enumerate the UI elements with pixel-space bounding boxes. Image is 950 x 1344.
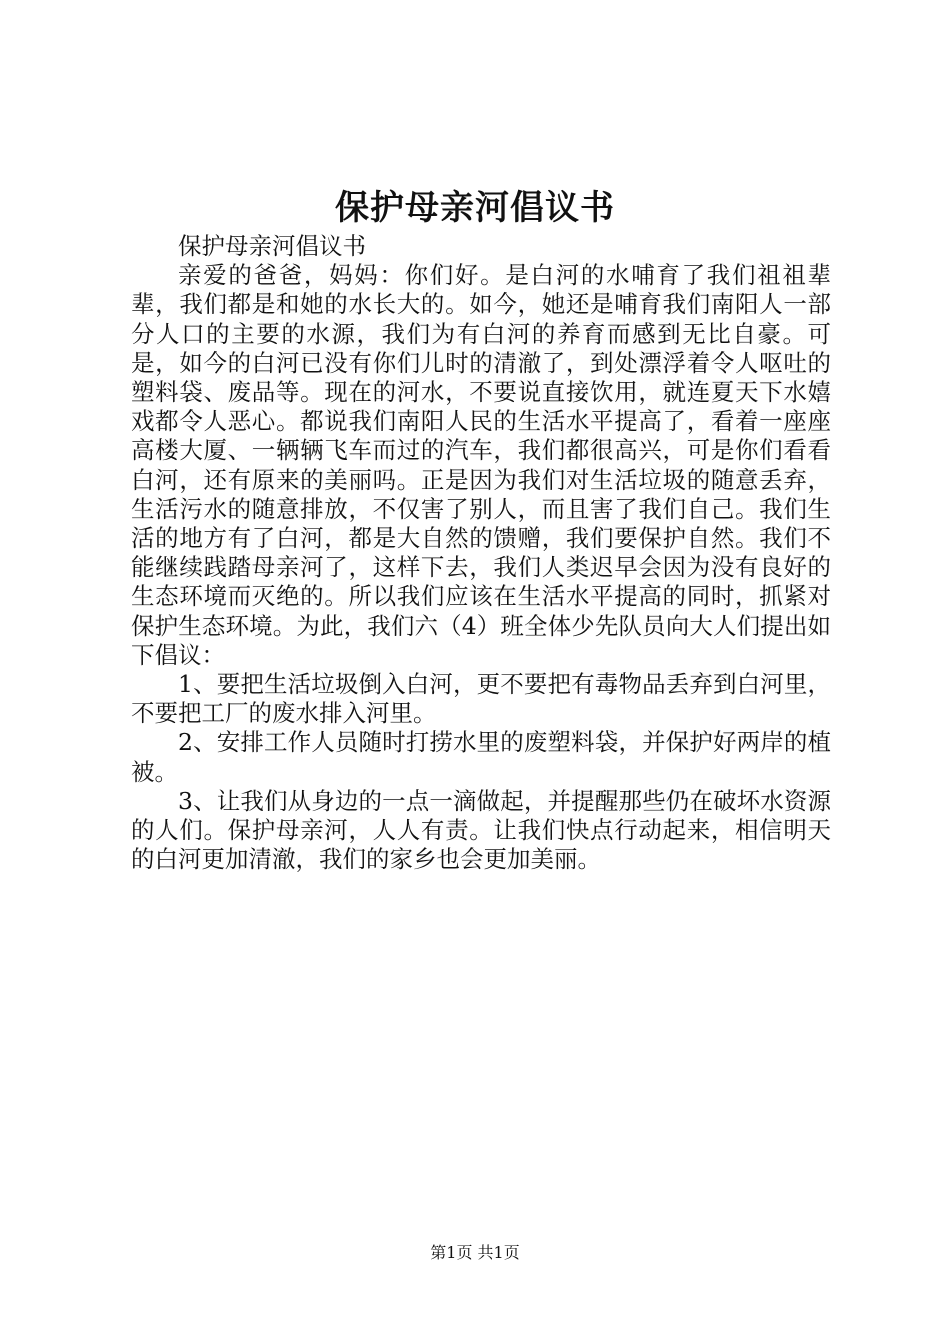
paragraph-proposal-1: 1、要把生活垃圾倒入白河，更不要把有毒物品丢弃到白河里，不要把工厂的废水排入河里。 bbox=[131, 670, 831, 728]
paragraph-salutation-body: 亲爱的爸爸，妈妈：你们好。是白河的水哺育了我们祖祖辈辈，我们都是和她的水长大的。如今，她还是哺育我们南阳人一部分人口的主要的水源，我们为有白河的养育而感到无比自豪。可是，如今的白河已没有你们儿时的清澈了，到处漂浮着令人呕吐的塑料袋、废品等。现在的河水，不要说直接饮用，就连夏天下水嬉戏都令人恶心。都说我们南阳人民的生活水平提高了，看着一座座高楼大厦、一辆辆飞车而过的汽车，我们都很高兴，可是你们看看白河，还有原来的美丽吗。正是因为我们对生活垃圾的随意丢弃，生活污水的随意排放，不仅害了别人，而且害了我们自己。我们生活的地方有了白河，都是大自然的馈赠，我们要保护自然。我们不能继续践踏母亲河了，这样下去，我们人类迟早会因为没有良好的生态环境而灭绝的。所以我们应该在生活水平提高的同时，抓紧对保护生态环境。为此，我们六（4）班全体少先队员向大人们提出如下倡议： bbox=[131, 261, 831, 669]
paragraph-subtitle: 保护母亲河倡议书 bbox=[178, 232, 366, 260]
document-title: 保护母亲河倡议书 bbox=[335, 188, 615, 228]
paragraph-proposal-3: 3、让我们从身边的一点一滴做起，并提醒那些仍在破坏水资源的人们。保护母亲河，人人有责。让我们快点行动起来，相信明天的白河更加清澈，我们的家乡也会更加美丽。 bbox=[131, 786, 831, 874]
document-body bbox=[131, 232, 831, 874]
paragraph-proposal-2: 2、安排工作人员随时打捞水里的废塑料袋，并保护好两岸的植被。 bbox=[131, 728, 831, 786]
page-number-footer: 第1页 共1页 bbox=[430, 1243, 520, 1262]
